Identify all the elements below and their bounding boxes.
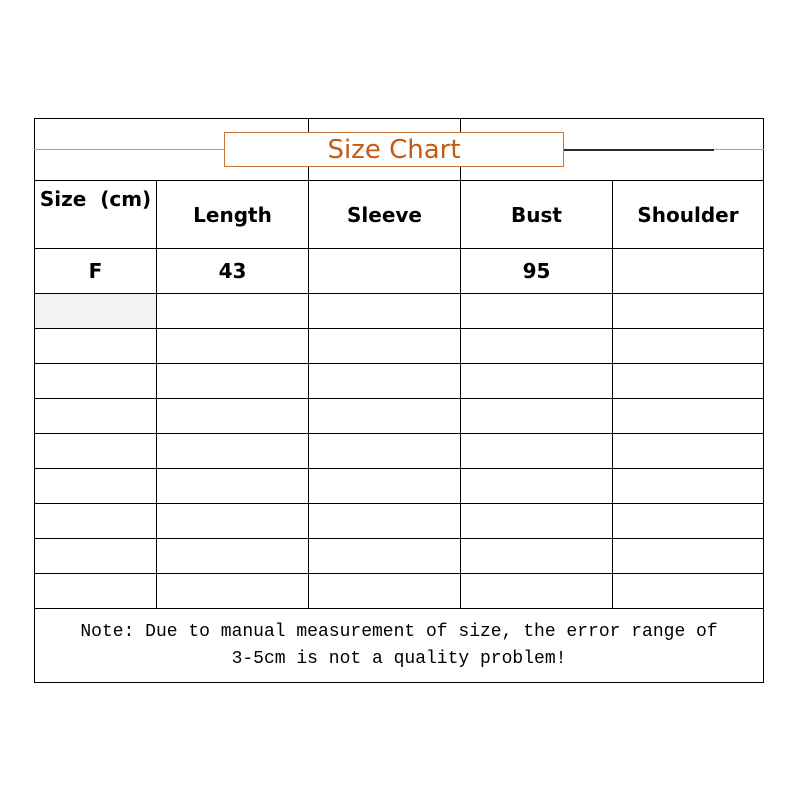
header-shoulder: Shoulder bbox=[637, 202, 739, 227]
row-border bbox=[34, 503, 764, 504]
row-border bbox=[34, 398, 764, 399]
right-border bbox=[763, 118, 764, 683]
measurement-note bbox=[34, 609, 764, 682]
top-border bbox=[34, 118, 764, 119]
header-sleeve: Sleeve bbox=[347, 202, 422, 227]
row-border bbox=[34, 433, 764, 434]
cell-length: 43 bbox=[218, 259, 247, 283]
note-line-1: Note: Due to manual measurement of size, the error range of bbox=[80, 621, 718, 642]
header-length: Length bbox=[193, 202, 272, 227]
chart-title: Size Chart bbox=[224, 132, 564, 167]
bottom-border bbox=[34, 682, 764, 683]
header-bust: Bust bbox=[511, 202, 562, 227]
title-rule-left bbox=[34, 149, 224, 150]
cell-bust: 95 bbox=[522, 259, 551, 283]
row-border bbox=[34, 328, 764, 329]
cell-sleeve bbox=[309, 249, 460, 293]
cell-shoulder bbox=[613, 249, 763, 293]
empty-cell-shaded bbox=[35, 294, 156, 328]
row-border bbox=[34, 538, 764, 539]
row-border bbox=[34, 468, 764, 469]
cell-size: F bbox=[88, 259, 103, 283]
title-rule-right-dark bbox=[564, 149, 714, 151]
row-border bbox=[34, 573, 764, 574]
header-size: Size (cm) bbox=[39, 187, 152, 211]
size-chart bbox=[34, 118, 764, 682]
note-line-2: 3-5cm is not a quality problem! bbox=[231, 648, 567, 669]
row-border bbox=[34, 363, 764, 364]
